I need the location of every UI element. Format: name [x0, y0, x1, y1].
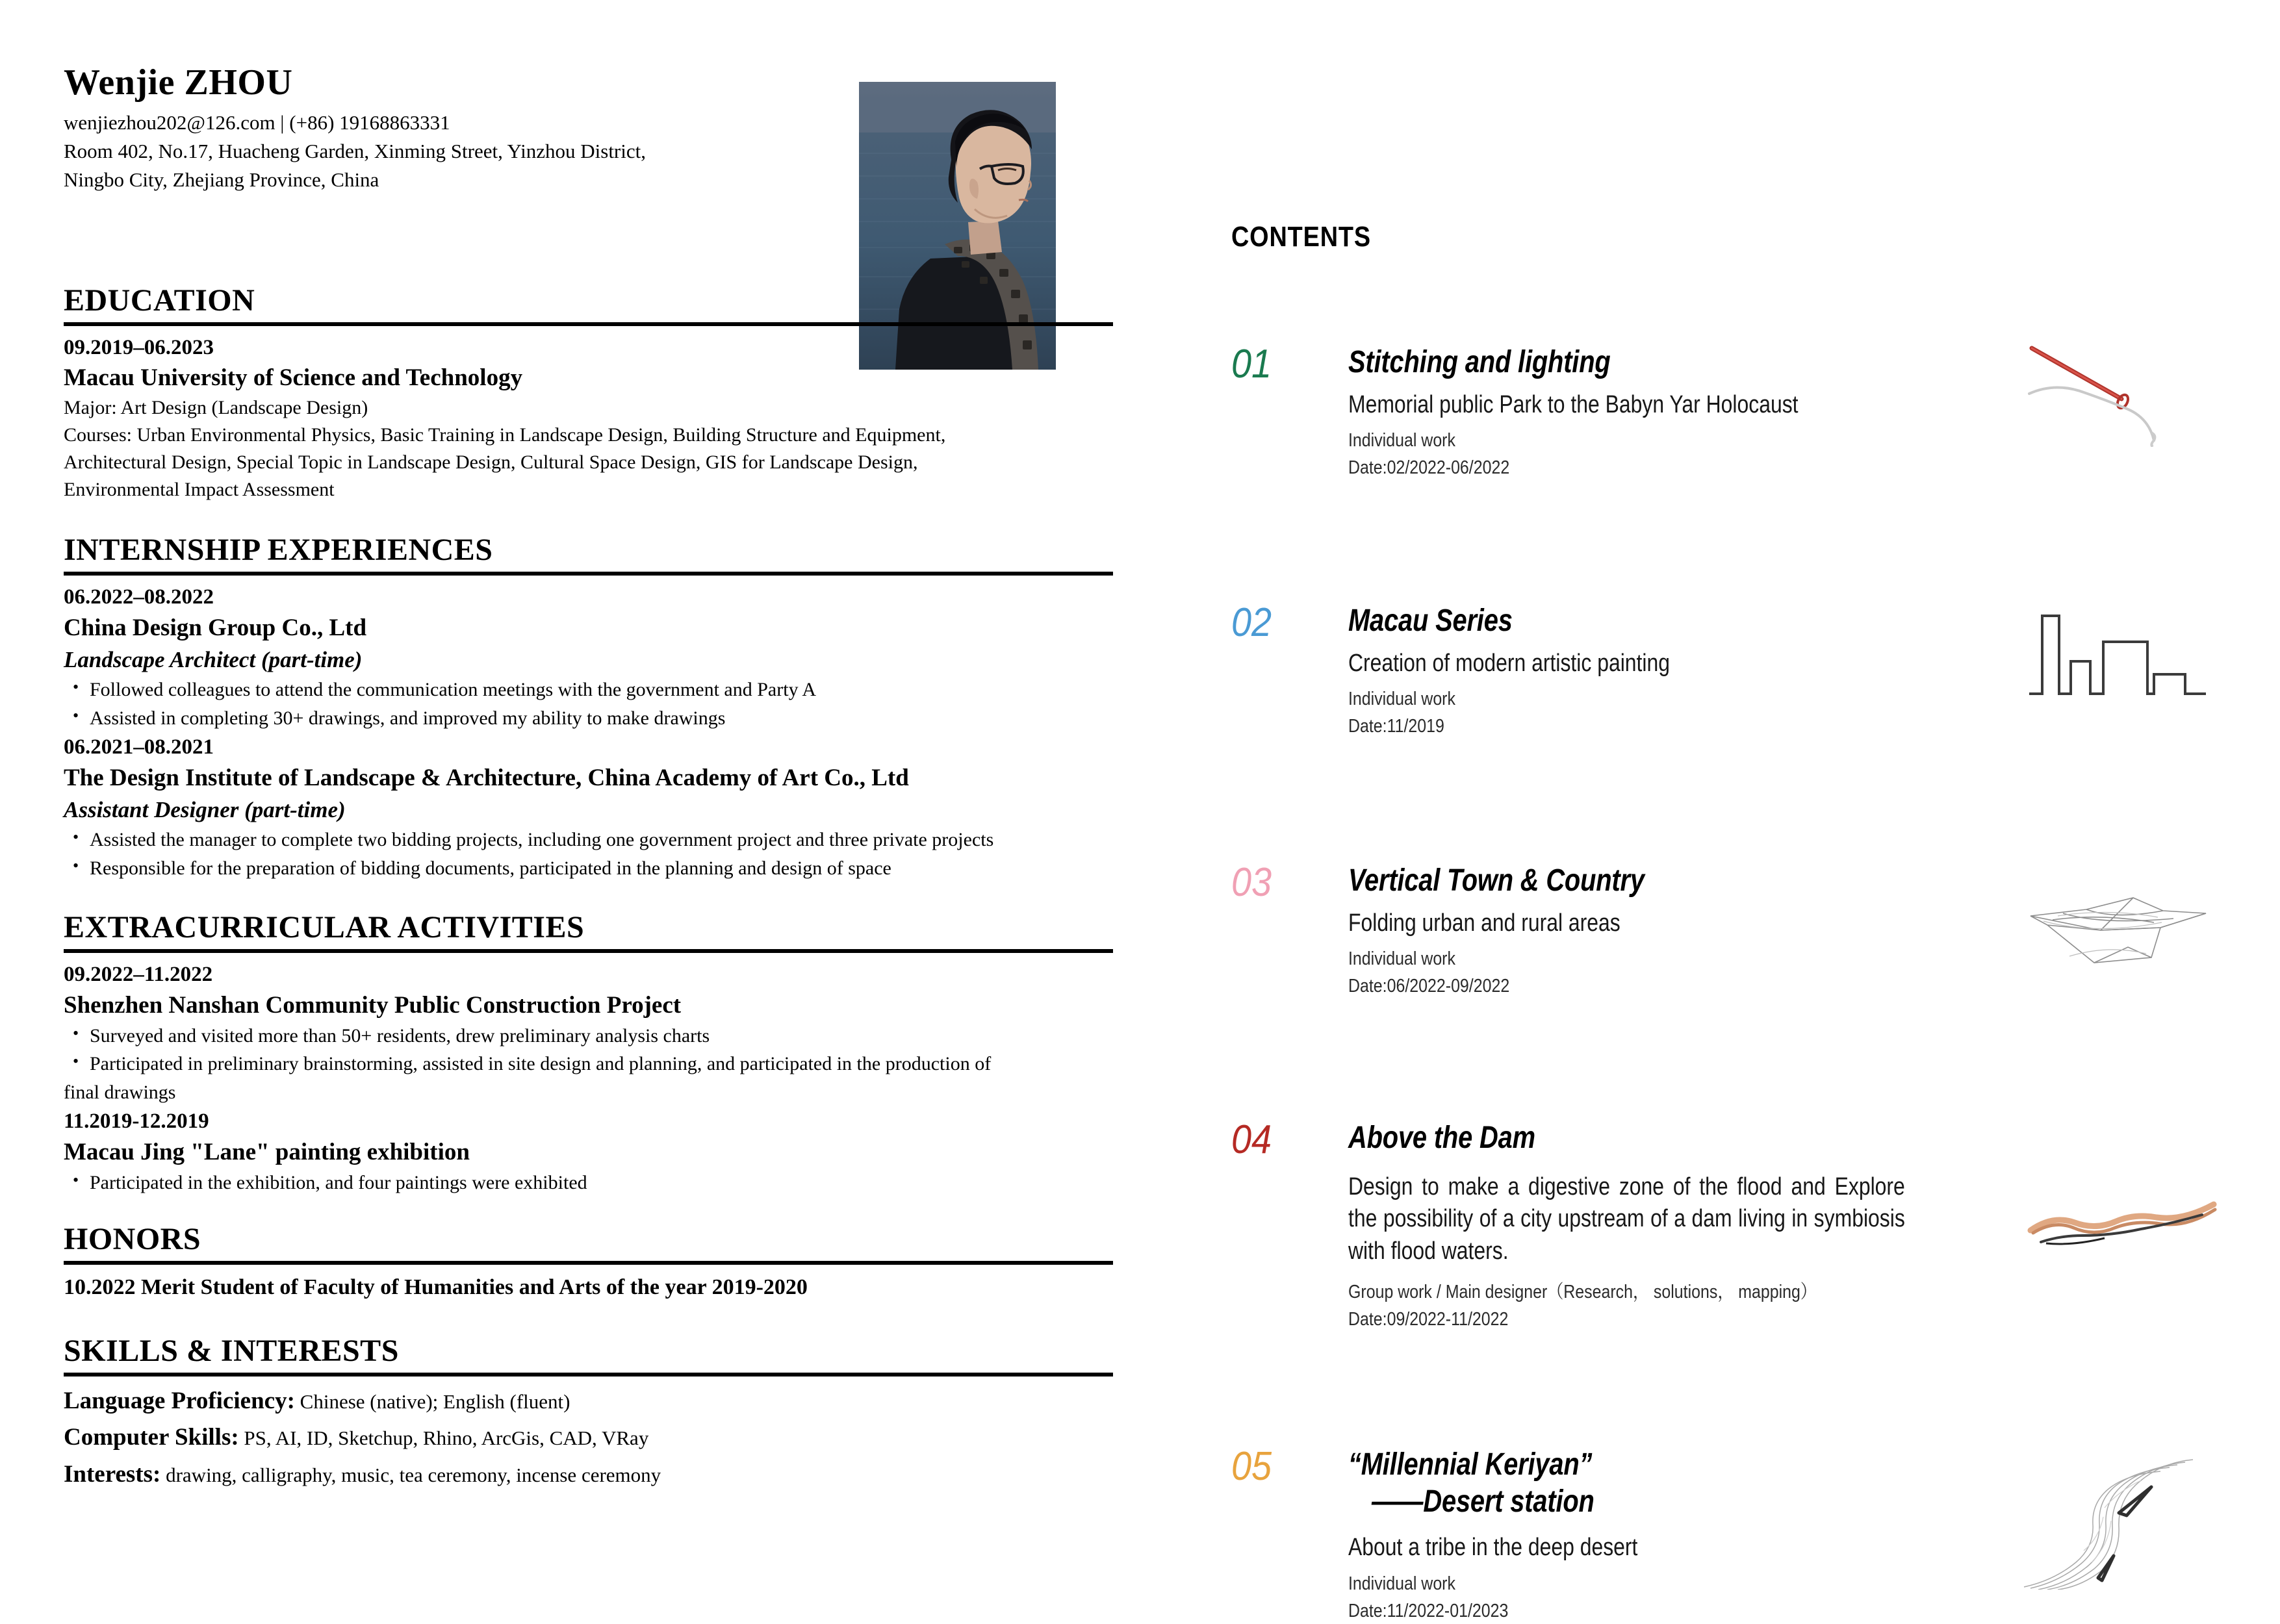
contents-item-subtitle: Design to make a digestive zone of the flood and Explore the possibility of a city upstream of a dam living in symbiosis with flood waters. [1348, 1173, 1905, 1265]
skill-label-language: Language Proficiency: [64, 1388, 295, 1415]
skill-row-interests [64, 1456, 1123, 1493]
contents-item-title-line-2: ——Desert station [1372, 1484, 1595, 1519]
contact-email-phone: wenjiezhou202@126.com | (+86) 19168863331 [64, 110, 450, 134]
resume-column [64, 62, 1123, 1493]
contents-item-work-type: Group work / Main designer（Research， solutions， mapping） [1348, 1281, 1817, 1302]
skill-label-interests: Interests: [64, 1460, 161, 1488]
extracurricular-entry [64, 1106, 1123, 1197]
contents-item-title: Stitching and lighting [1348, 345, 1611, 379]
section-internship [64, 533, 1123, 882]
education-major: Major: Art Design (Landscape Design) [64, 397, 368, 419]
section-divider [64, 322, 1113, 326]
education-courses-line-1: Courses: Urban Environmental Physics, Basic Training in Landscape Design, Building Structure and Equipment, [64, 424, 946, 446]
needle-thread-illustration [2024, 336, 2219, 447]
contents-item-number: 02 [1231, 600, 1272, 646]
section-title-skills: SKILLS & INTERESTS [64, 1334, 399, 1369]
extracurricular-date: 11.2019-12.2019 [64, 1110, 209, 1133]
contents-item-05[interactable] [1231, 1443, 2219, 1624]
list-item: • Responsible for the preparation of bidding documents, participated in the planning and design of space [64, 854, 1123, 883]
contents-item-number: 04 [1231, 1117, 1272, 1163]
needle-thread-sketch-icon [2024, 336, 2219, 447]
internship-entry [64, 582, 1123, 732]
contents-item-subtitle: Folding urban and rural areas [1348, 909, 1620, 937]
contents-item-subtitle: Memorial public Park to the Babyn Yar Holocaust [1348, 390, 1799, 418]
internship-role: Landscape Architect (part-time) [64, 646, 363, 672]
contents-item-text [1348, 1447, 1953, 1624]
contents-heading: CONTENTS [1231, 221, 1371, 253]
extracurricular-org: Macau Jing "Lane" painting exhibition [64, 1138, 470, 1165]
contents-item-date: Date:11/2022-01/2023 [1348, 1600, 1509, 1621]
internship-org: China Design Group Co., Ltd [64, 614, 367, 641]
education-date: 09.2019–06.2023 [64, 335, 214, 359]
list-item: • Participated in preliminary brainstorming, assisted in site design and planning, and participated in the production of [64, 1050, 1123, 1078]
skill-value-computer: PS, AI, ID, Sketchup, Rhino, ArcGis, CAD, VRay [244, 1427, 649, 1450]
skill-row-computer [64, 1419, 1123, 1456]
contents-item-work-type: Individual work [1348, 1573, 1455, 1594]
education-courses-line-2: Architectural Design, Special Topic in Landscape Design, Cultural Space Design, GIS for Landscape Design, [64, 451, 918, 474]
contents-item-number: 01 [1231, 342, 1272, 387]
internship-date: 06.2022–08.2022 [64, 585, 214, 609]
contents-item-work-type: Individual work [1348, 689, 1455, 710]
section-title-extracurricular: EXTRACURRICULAR ACTIVITIES [64, 910, 585, 945]
terrain-section-illustration [2027, 1195, 2222, 1306]
skyline-illustration [2020, 602, 2215, 712]
internship-date: 06.2021–08.2021 [64, 735, 214, 759]
internship-bullets [64, 676, 1123, 732]
folded-terrain-illustration [2024, 885, 2219, 995]
internship-org: The Design Institute of Landscape & Architecture, China Academy of Art Co., Ltd [64, 764, 909, 791]
section-education [64, 284, 1123, 503]
contents-list [1231, 344, 2219, 1624]
skill-value-language: Chinese (native); English (fluent) [300, 1390, 570, 1414]
section-title-honors: HONORS [64, 1222, 201, 1257]
section-divider [64, 572, 1113, 576]
section-title-internship: INTERNSHIP EXPERIENCES [64, 533, 493, 568]
extracurricular-date: 09.2022–11.2022 [64, 962, 213, 986]
section-divider [64, 1373, 1113, 1377]
skill-value-interests: drawing, calligraphy, music, tea ceremony, incense ceremony [166, 1463, 661, 1486]
internship-bullets [64, 826, 1123, 882]
contents-item-title: Above the Dam [1348, 1121, 1535, 1156]
list-item: • Surveyed and visited more than 50+ residents, drew preliminary analysis charts [64, 1022, 1123, 1050]
contents-item-date: Date:06/2022-09/2022 [1348, 976, 1510, 997]
contents-item-01[interactable] [1231, 344, 2219, 481]
internship-role: Assistant Designer (part-time) [64, 796, 346, 822]
contents-item-text [1348, 1120, 1953, 1332]
contents-item-date: Date:11/2019 [1348, 716, 1444, 737]
contents-item-work-type: Individual work [1348, 430, 1455, 451]
education-school: Macau University of Science and Technology [64, 364, 523, 392]
contents-item-subtitle: Creation of modern artistic painting [1348, 649, 1671, 677]
contents-item-title: Macau Series [1348, 603, 1513, 639]
internship-entry [64, 732, 1123, 882]
extracurricular-bullets [64, 1169, 1123, 1197]
contents-item-text [1348, 344, 1953, 481]
folded-plane-sketch-icon [2024, 885, 2219, 995]
contents-item-04[interactable] [1231, 1117, 2219, 1332]
skill-row-language [64, 1383, 1123, 1419]
list-item: • Assisted the manager to complete two bidding projects, including one government project and three private projects [64, 826, 1123, 854]
contents-item-03[interactable] [1231, 860, 2219, 999]
skyline-outline-sketch-icon [2020, 602, 2215, 712]
contents-item-date: Date:09/2022-11/2022 [1348, 1308, 1509, 1330]
address-line-1: Room 402, No.17, Huacheng Garden, Xinming Street, Yinzhou District, [64, 139, 646, 162]
section-title-education: EDUCATION [64, 283, 255, 318]
extracurricular-bullet-continuation: final drawings [64, 1081, 176, 1103]
contents-item-number: 05 [1231, 1443, 1272, 1489]
section-divider [64, 949, 1113, 953]
extracurricular-org: Shenzhen Nanshan Community Public Construction Project [64, 991, 682, 1019]
name-heading: Wenjie ZHOU [64, 62, 293, 103]
section-honors [64, 1223, 1123, 1303]
contents-item-text [1348, 603, 1953, 739]
education-courses-line-3: Environmental Impact Assessment [64, 479, 335, 501]
contents-item-title: “Millennial Keriyan” [1348, 1447, 1593, 1482]
honor-entry: 10.2022 Merit Student of Faculty of Humanities and Arts of the year 2019-2020 [64, 1275, 808, 1299]
contents-item-02[interactable] [1231, 600, 2219, 739]
desert-dunes-sketch-icon [2021, 1453, 2216, 1590]
extracurricular-bullets [64, 1022, 1123, 1078]
contents-item-date: Date:02/2022-06/2022 [1348, 457, 1510, 479]
contents-item-title: Vertical Town & Country [1348, 863, 1645, 898]
terrain-section-sketch-icon [2027, 1195, 2222, 1306]
section-divider [64, 1261, 1113, 1265]
extracurricular-entry [64, 959, 1123, 1106]
section-extracurricular [64, 911, 1123, 1197]
contents-column [1231, 221, 2219, 1624]
list-item: • Assisted in completing 30+ drawings, and improved my ability to make drawings [64, 704, 1123, 733]
list-item: • Followed colleagues to attend the communication meetings with the government and Party A [64, 676, 1123, 704]
section-skills [64, 1334, 1123, 1493]
contents-item-subtitle: About a tribe in the deep desert [1348, 1534, 1638, 1562]
list-item: • Participated in the exhibition, and four paintings were exhibited [64, 1169, 1123, 1197]
contents-item-work-type: Individual work [1348, 948, 1455, 970]
skill-label-computer: Computer Skills: [64, 1424, 239, 1451]
address-line-2: Ningbo City, Zhejiang Province, China [64, 168, 379, 191]
contents-item-text [1348, 863, 1953, 999]
desert-dunes-illustration [2021, 1453, 2216, 1590]
contents-item-number: 03 [1231, 860, 1272, 906]
